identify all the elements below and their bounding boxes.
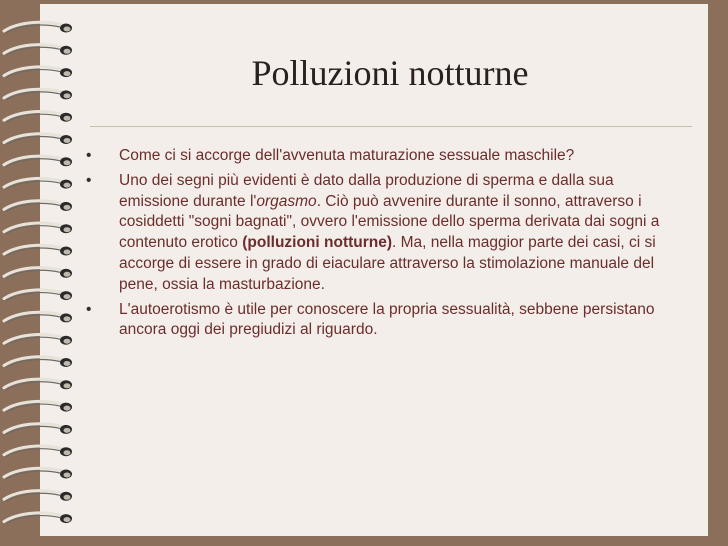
binding-ring-icon — [4, 45, 72, 56]
binding-ring-icon — [4, 424, 72, 435]
binding-ring-icon — [4, 468, 72, 479]
binding-ring-icon — [4, 312, 72, 323]
binding-ring-icon — [4, 401, 72, 412]
binding-ring-icon — [4, 245, 72, 256]
bullet-text-segment: Uno dei segni più evidenti è dato dalla produzione di sperma e dalla sua emissione durante l' — [119, 171, 614, 210]
bullet-item — [86, 300, 686, 342]
binding-ring-icon — [4, 67, 72, 78]
bullet-text-segment: . Ma, nella maggior parte dei casi, ci si accorge di essere in grado di eiaculare attraverso la stimolazione manuale del pene, ossia la masturbazione. — [119, 234, 656, 293]
binding-ring-icon — [4, 223, 72, 234]
binding-ring-icon — [4, 491, 72, 502]
binding-ring-icon — [4, 357, 72, 368]
bullet-item — [86, 146, 686, 167]
slide-title: Polluzioni notturne — [251, 53, 529, 93]
binding-ring-icon — [4, 201, 72, 212]
bullet-dot-icon: • — [86, 171, 92, 189]
spiral-binding — [0, 0, 90, 546]
bullet-text-segment: Come ci si accorge dell'avvenuta maturazione sessuale maschile? — [119, 147, 575, 164]
binding-ring-icon — [4, 446, 72, 457]
bullet-text-segment: L'autoerotismo è utile per conoscere la propria sessualità, sebbene persistano ancora oggi dei pregiudizi al riguardo. — [119, 300, 655, 339]
binding-ring-icon — [4, 268, 72, 279]
binding-ring-icon — [4, 89, 72, 100]
bullet-item — [86, 171, 686, 296]
binding-ring-icon — [4, 134, 72, 145]
binding-ring-icon — [4, 22, 72, 33]
bullet-text-segment: orgasmo — [256, 192, 317, 210]
title-divider — [90, 126, 692, 127]
binding-ring-icon — [4, 290, 72, 301]
binding-ring-icon — [4, 335, 72, 346]
bullet-dot-icon: • — [86, 300, 92, 318]
bullet-dot-icon: • — [86, 147, 92, 164]
bullet-list — [86, 146, 686, 345]
binding-ring-icon — [4, 513, 72, 524]
binding-ring-icon — [4, 112, 72, 123]
binding-ring-icon — [4, 379, 72, 390]
bullet-text-segment: . Ciò può avvenire durante il sonno, attraverso i cosiddetti "sogni bagnati", ovvero l'emissione dello sperma derivata dai sogni a contenuto erotico — [119, 192, 660, 252]
binding-ring-icon — [4, 178, 72, 189]
binding-ring-icon — [4, 156, 72, 167]
bullet-text-segment: (polluzioni notturne) — [242, 234, 393, 252]
